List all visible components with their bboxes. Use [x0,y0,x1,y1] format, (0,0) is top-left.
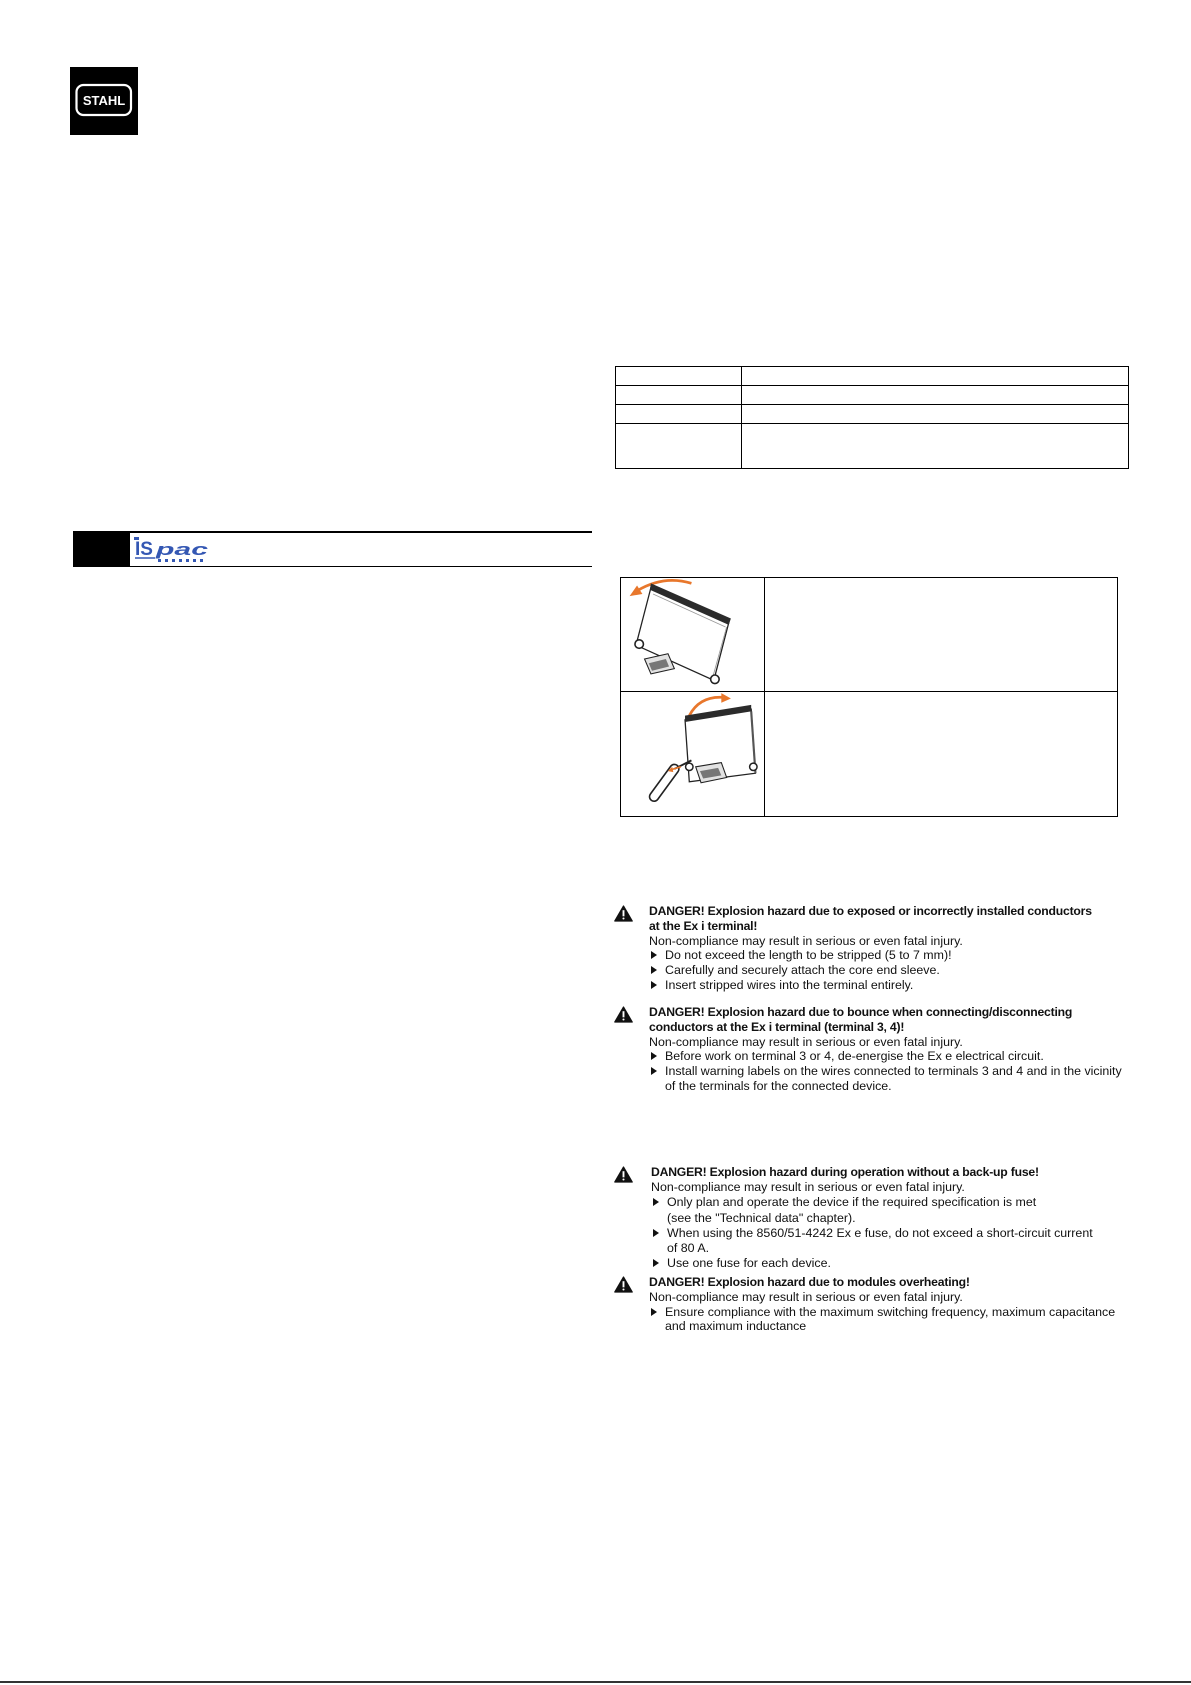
table-cell [616,424,742,469]
bullet-arrow-icon [653,1259,659,1267]
table-row [616,405,1129,424]
table-cell [742,367,1129,386]
warning-text [651,1165,1093,1271]
warning-triangle-icon [614,1006,633,1023]
image-cell [621,692,765,817]
warning-heading: at the Ex i terminal! [649,918,758,933]
image-caption-cell [765,578,1118,692]
bullet-text: Carefully and securely attach the core end sleeve. [665,963,940,978]
ispac-header-bar [73,531,592,567]
warning-triangle-icon [614,905,633,922]
bullet-text: Install warning labels on the wires connected to terminals 3 and 4 and in the vicinity [665,1064,1122,1079]
warning-text [649,1275,1115,1334]
info-table [615,366,1129,469]
bullet-text: Insert stripped wires into the terminal entirely. [665,977,914,992]
bullet-item [649,978,1092,993]
table-cell [742,424,1129,469]
bullet-text: Do not exceed the length to be stripped (5 to 7 mm)! [665,948,952,963]
warning-text [649,904,1092,993]
table-cell [742,405,1129,424]
danger-warning-backup-fuse [614,1165,1093,1271]
table-cell [616,405,742,424]
ispac-logo-prefix: IS [135,539,153,560]
warning-heading: DANGER! Explosion hazard due to bounce when connecting/disconnecting [649,1005,1073,1019]
page-bottom-rule [0,1681,1191,1683]
bullet-item [649,948,1092,963]
table-row [616,386,1129,405]
warning-triangle-icon [614,1276,633,1293]
danger-warning-bounce [614,1005,1122,1094]
bullet-arrow-icon [651,951,657,959]
ispac-logo-suffix: pac [154,540,209,559]
warning-text [649,1005,1122,1094]
bullet-text: of 80 A. [667,1241,710,1256]
bullet-arrow-icon [651,1308,657,1316]
bullet-arrow-icon [651,1052,657,1060]
module-removal-illustration [621,692,764,816]
bullet-item [649,963,1092,978]
bullet-item [651,1226,1093,1256]
warning-note: Non-compliance may result in serious or even fatal injury. [651,1180,965,1195]
table-row [616,424,1129,469]
warning-heading: DANGER! Explosion hazard due to modules overheating! [649,1275,970,1289]
bullet-text: (see the "Technical data" chapter). [667,1210,856,1225]
image-cell [621,578,765,692]
image-caption-cell [765,692,1118,817]
bullet-item [651,1195,1093,1225]
bullet-text: When using the 8560/51-4242 Ex e fuse, do not exceed a short-circuit current [667,1225,1093,1240]
table-row [621,692,1118,817]
warning-heading: conductors at the Ex i terminal (terminal 3, 4)! [649,1019,905,1034]
bullet-arrow-icon [653,1198,659,1206]
warning-triangle-icon [614,1166,633,1183]
bullet-arrow-icon [651,981,657,989]
bullet-arrow-icon [651,1067,657,1075]
stahl-logo [70,67,138,135]
table-row [621,578,1118,692]
bullet-text: Only plan and operate the device if the required specification is met [667,1195,1037,1210]
ispac-logo [134,536,210,564]
table-row [616,367,1129,386]
warning-note: Non-compliance may result in serious or even fatal injury. [649,933,963,948]
bullet-arrow-icon [651,966,657,974]
bullet-text: Ensure compliance with the maximum switching frequency, maximum capacitance [665,1304,1116,1319]
warning-heading: DANGER! Explosion hazard during operation without a back-up fuse! [651,1165,1039,1179]
bullet-text: and maximum inductance [665,1319,807,1334]
bullet-item [649,1305,1115,1335]
module-tilt-illustration [621,578,764,691]
warning-heading: DANGER! Explosion hazard due to exposed or incorrectly installed conductors [649,904,1092,918]
bullet-item [649,1064,1122,1094]
header-black-block [73,533,130,566]
bullet-text: Use one fuse for each device. [667,1256,831,1271]
bullet-item [651,1256,1093,1271]
table-cell [616,367,742,386]
logo-text: STAHL [82,93,126,108]
warning-note: Non-compliance may result in serious or even fatal injury. [649,1289,963,1304]
table-cell [616,386,742,405]
warning-note: Non-compliance may result in serious or even fatal injury. [649,1034,963,1049]
bullet-text: of the terminals for the connected device. [665,1078,892,1093]
bullet-text: Before work on terminal 3 or 4, de-energise the Ex e electrical circuit. [665,1049,1044,1064]
mounting-steps-table [620,577,1118,817]
table-cell [742,386,1129,405]
danger-warning-exposed-conductors [614,904,1092,993]
bullet-arrow-icon [653,1229,659,1237]
danger-warning-overheating [614,1275,1115,1334]
bullet-item [649,1049,1122,1064]
